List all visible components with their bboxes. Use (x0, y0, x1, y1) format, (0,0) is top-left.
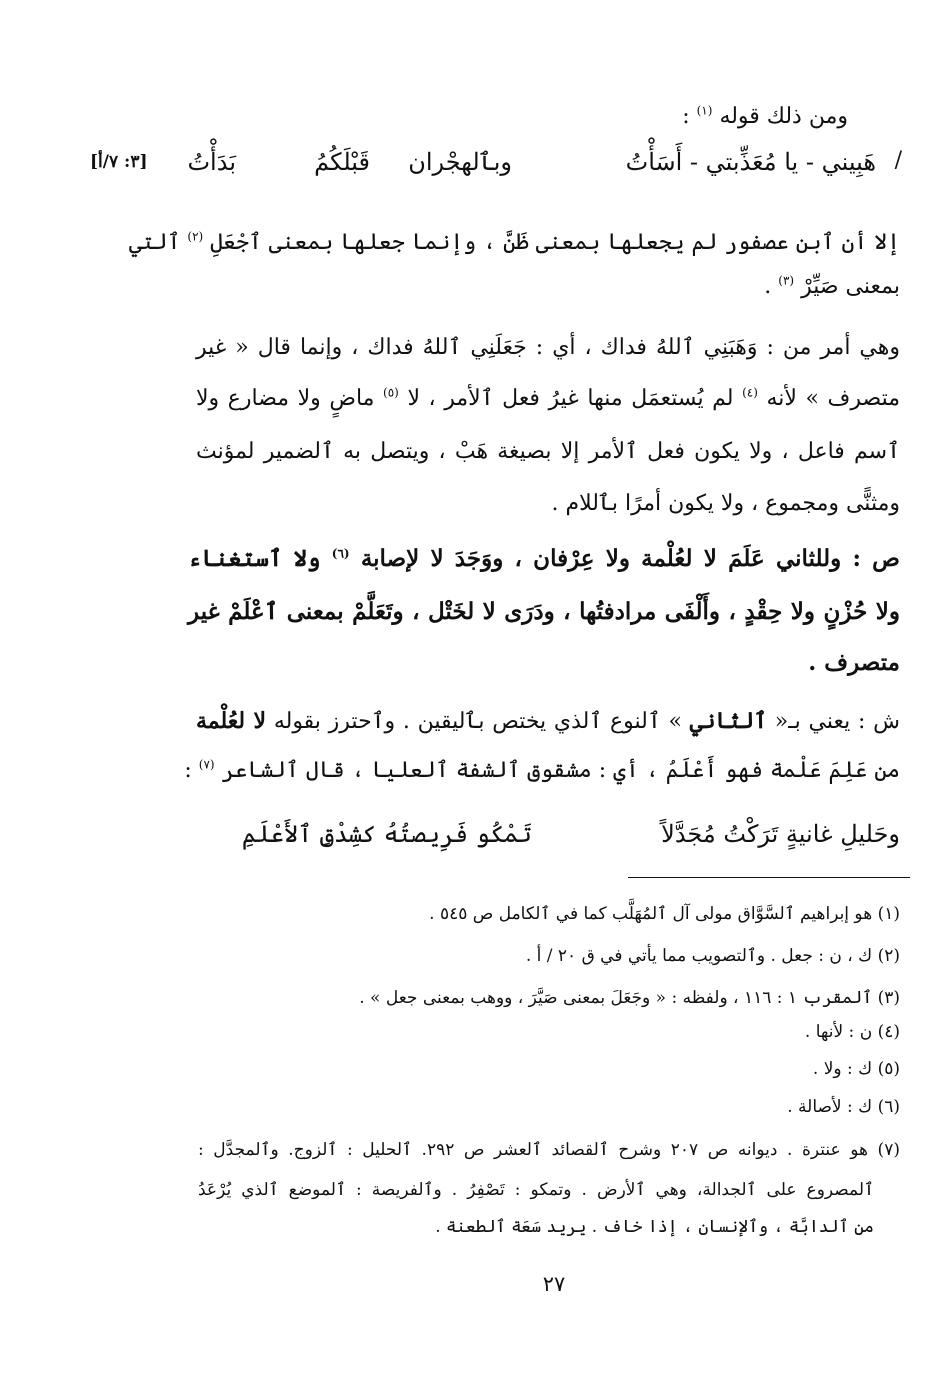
footnote-ref-7: (٧) (198, 757, 215, 772)
footnote-7-line-1: (٧) هو عنترة . ديوانه ص ٢٠٧ وشرح ٱلقصائد ٱلعشر ص ٢٩٢. ٱلحليل : ٱلزوج. وٱلمجدَّل : (198, 1140, 900, 1160)
intro-line (682, 102, 848, 132)
sharh-line-2 (184, 756, 900, 786)
sharh-l2-colon: : (184, 758, 192, 783)
sharh-bold-term-1: ٱلثاني (689, 708, 768, 734)
footnote-2: (٢) ك ، ن : جعل . وٱلتصويب مما يأتي في ق ٢٠ / أ . (525, 946, 900, 966)
first-verse-part-2: وبٱلهجْران (408, 148, 512, 176)
intro-colon: : (682, 104, 690, 129)
footnote-1: (١) هو إبراهيم ٱلسَّوَّاق مولى آل ٱلمُهَلَّب كما في ٱلكامل ص ٥٤٥ . (429, 904, 900, 924)
footnote-7-line-2: ٱلمصروع على ٱلجدالة، وهي ٱلأرض . وتمكو : تَصْفِرُ . وٱلفريصة : ٱلموضع ٱلذي يُرْعَدُ (198, 1180, 874, 1200)
manuscript-leaf-mark: [٣: ٧/أ] (90, 152, 148, 172)
page-break-slash: / (894, 148, 902, 173)
p1l2-end: . (764, 274, 772, 299)
intro-text: ومن ذلك قوله (719, 104, 848, 129)
paragraph-2-line-4: ومثنًّى ومجموع ، ولا يكون أمرًا بٱللام . (551, 491, 900, 516)
sharh-middle: » ٱلنوع ٱلذي يختص بٱليقين . وٱحترز بقوله (266, 709, 690, 734)
p1l2-text: بمعنى صَيِّرْ (801, 274, 900, 299)
matn-line-1 (188, 544, 900, 574)
footnote-6: (٦) ك : لأصالة . (787, 1097, 900, 1117)
second-verse (0, 818, 948, 852)
p2l2-text-1: متصرف » لأنه (766, 386, 900, 411)
matn-line-2: ولا حُزْنٍ ولا حِقْدٍ ، وأَلْفَى مرادفتُها ، ودَرَى لا لخَتْل ، وتَعَلَّمْ بمعنى ٱعْلَمْ غير (188, 598, 900, 625)
footnote-7-line-3: من ٱلدابَّة ، وٱلإنسان ، إذا خاف . يريد سَعَة ٱلطعنة . (435, 1217, 874, 1237)
paragraph-2-line-2 (196, 384, 900, 414)
footnote-ref-1: (١) (696, 103, 713, 118)
sharh-bold-term-2: لا لعُلْمة (196, 708, 267, 734)
p2l2-text-2: لم يُستعمَل منها غيرُ فعل ٱلأمر ، لا (407, 386, 734, 411)
page-number: ٢٧ (542, 1272, 566, 1296)
footnote-ref-6: (٦) (331, 546, 350, 561)
footnote-separator (628, 877, 910, 878)
paragraph-1-line-1 (128, 228, 900, 258)
footnote-3: (٣) ٱلمقرب ١ : ١١٦ ، ولفظه : « وجَعَلَ بمعنى صَيَّرَ ، ووهب بمعنى جعل » . (359, 988, 900, 1008)
first-verse-part-3: قَبْلَكُمُ (314, 148, 370, 176)
footnote-ref-4: (٤) (742, 385, 758, 400)
second-verse-hemistich-1: وحَليلِ غانيةٍ تَرَكْتُ مُجَدَّلاً (661, 820, 900, 848)
p1l1-end: ٱلتي (128, 230, 181, 255)
sharh-prefix: ش : يعني بـ« (767, 709, 900, 734)
footnote-5: (٥) ك : ولا . (812, 1059, 900, 1079)
paragraph-1-line-2 (764, 272, 900, 302)
p2l2-text-3: ماضٍ ولا مضارع ولا (196, 386, 375, 411)
sharh-l2-text: من عَلِمَ عَلْمة فهو أَعْلَمُ ، أي : مشقوق ٱلشفة ٱلعليا ، قال ٱلشاعر (221, 758, 900, 783)
matn-l1-text: ص : وللثاني عَلَمَ لا لعُلْمة ولا عِرْفان ، ووَجَدَ لا لإصابة (360, 545, 900, 572)
first-verse-part-4: بَدَأْتُ (187, 148, 236, 176)
matn-line-3: متصرف . (808, 649, 900, 676)
footnote-ref-5: (٥) (383, 385, 399, 400)
first-verse-part-1: هَبِيني - يا مُعَذِّبتي - أَسَأْتُ (625, 148, 876, 176)
footnote-4: (٤) ن : لأنها . (804, 1022, 900, 1042)
matn-l1-end: ولا ٱستغناء (188, 545, 321, 572)
footnote-ref-3: (٣) (778, 273, 795, 288)
footnote-ref-2: (٢) (187, 229, 204, 244)
second-verse-hemistich-2: تَمْكُو فَرِيصتُهُ كشِدْقِ ٱلأَعْلَمِ (241, 820, 532, 848)
p1l1-text: إلا أن ٱبن عصفور لم يجعلها بمعنى ظَنَّ ، وإنما جعلها بمعنى ٱجْعَلِ (210, 230, 900, 255)
sharh-line-1 (196, 706, 900, 737)
paragraph-2-line-1: وهي أمر من : وَهَبَنِي ٱللهُ فداك ، أي : جَعَلَنِي ٱللهُ فداك ، وإنما قال « غير (196, 335, 900, 360)
paragraph-2-line-3: ٱسم فاعل ، ولا يكون فعل ٱلأمر إلا بصيغة هَبْ ، ويتصل به ٱلضمير لمؤنث (196, 439, 900, 464)
